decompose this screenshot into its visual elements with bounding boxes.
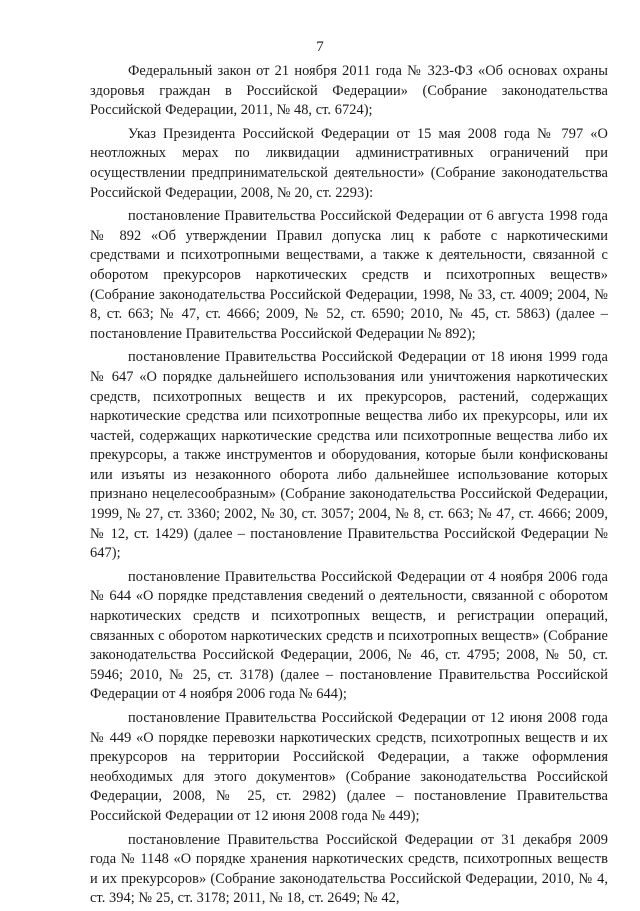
paragraph-government-resolution-892: постановление Правительства Российской Федерации от 6 августа 1998 года № 892 «Об утверждении Правил допуска лиц к работе с наркотическими средствами и психотропными веществами, а также к деятельности, связанной с оборотом прекурсоров наркотических средств и психотропных веществ» (Собрание законодательства Российской Федерации, 1998, № 33, ст. 4009; 2004, № 8, ст. 663; № 47, ст. 4666; 2009, № 52, ст. 6590; 2010, № 45, ст. 5863) (далее – постановление Правительства Российской Федерации № 892); [90, 208, 608, 342]
document-body [90, 62, 608, 911]
paragraph-government-resolution-449: постановление Правительства Российской Федерации от 12 июня 2008 года № 449 «О порядке перевозки наркотических средств, психотропных веществ и их прекурсоров на территории Российской Федерации, а также оформления необходимых для этого документов» (Собрание законодательства Российской Федерации, 2008, № 25, ст. 2982) (далее – постановление Правительства Российской Федерации от 12 июня 2008 года № 449); [90, 710, 608, 824]
paragraph-government-resolution-647: постановление Правительства Российской Федерации от 18 июня 1999 года № 647 «О порядке дальнейшего использования или уничтожения наркотических средств, психотропных веществ и их прекурсоров, растений, содержащих наркотические средства или психотропные вещества либо их прекурсоры, или их частей, содержащих наркотические средства или психотропные вещества либо их прекурсоры, а также инструментов и оборудования, которые были конфискованы или изъяты из незаконного оборота либо дальнейшее использование которых признано нецелесообразным» (Собрание законодательства Российской Федерации, 1999, № 27, ст. 3360; 2002, № 30, ст. 3057; 2004, № 8, ст. 663; № 47, ст. 4666; 2009, № 12, ст. 1429) (далее – постановление Правительства Российской Федерации № 647); [90, 349, 608, 562]
paragraph-presidential-decree-797: Указ Президента Российской Федерации от 15 мая 2008 года № 797 «О неотложных мерах по ликвидации административных ограничений при осуществлении предпринимательской деятельности» (Собрание законодательства Российской Федерации, 2008, № 20, ст. 2293): [90, 125, 608, 201]
page-number: 7 [316, 39, 324, 55]
paragraph-federal-law-323: Федеральный закон от 21 ноября 2011 года № 323-ФЗ «Об основах охраны здоровья граждан в Российской Федерации» (Собрание законодательства Российской Федерации, 2011, № 48, ст. 6724); [90, 63, 608, 119]
paragraph-government-resolution-644: постановление Правительства Российской Федерации от 4 ноября 2006 года № 644 «О порядке представления сведений о деятельности, связанной с оборотом наркотических средств и психотропных веществ, и регистрации операций, связанных с оборотом наркотических средств и психотропных веществ» (Собрание законодательства Российской Федерации, 2006, № 46, ст. 4795; 2008, № 50, ст. 5946; 2010, № 25, ст. 3178) (далее – постановление Правительства Российской Федерации от 4 ноября 2006 года № 644); [90, 568, 608, 703]
paragraph-government-resolution-1148: постановление Правительства Российской Федерации от 31 декабря 2009 года № 1148 «О порядке хранения наркотических средств, психотропных веществ и их прекурсоров» (Собрание законодательства Российской Федерации, 2010, № 4, ст. 394; № 25, ст. 3178; 2011, № 18, ст. 2649; № 42, [90, 831, 608, 907]
